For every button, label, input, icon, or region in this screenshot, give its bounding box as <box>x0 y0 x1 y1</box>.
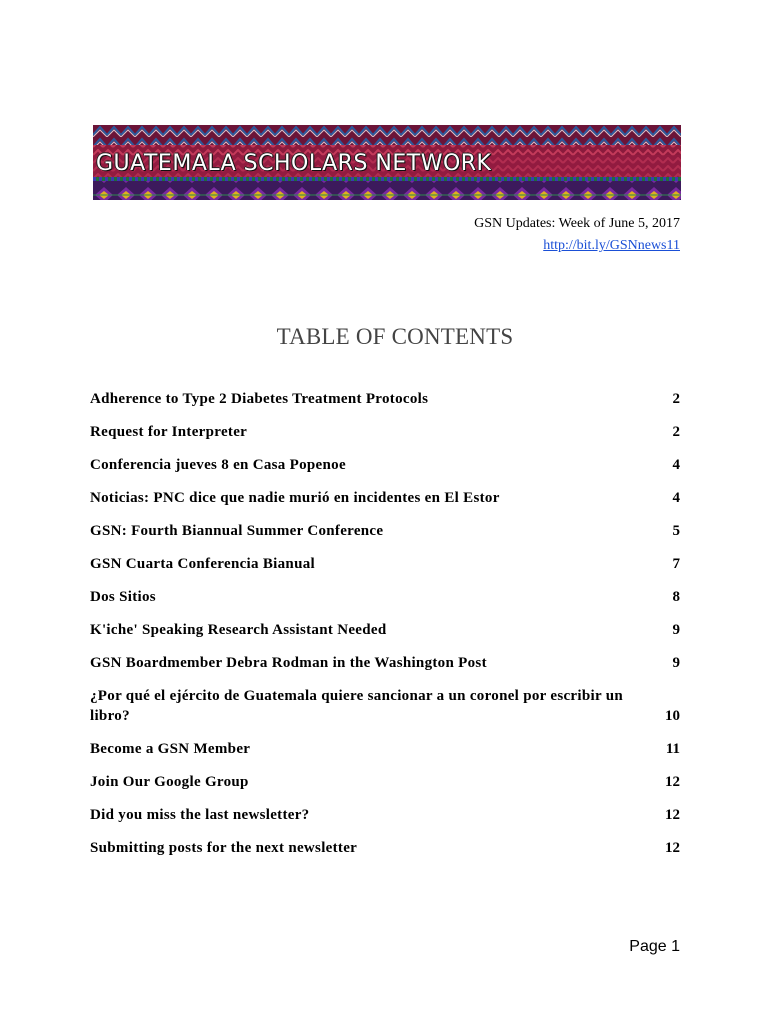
toc-entry-title[interactable]: Adherence to Type 2 Diabetes Treatment Protocols <box>90 391 429 407</box>
toc-entry-page[interactable]: 7 <box>672 556 680 572</box>
toc-entry-page[interactable]: 11 <box>665 741 680 757</box>
table-of-contents <box>90 389 680 871</box>
toc-entry[interactable] <box>90 739 680 759</box>
toc-entry[interactable] <box>90 686 680 726</box>
toc-entry-title[interactable]: Noticias: PNC dice que nadie murió en incidentes en El Estor <box>90 490 500 506</box>
page-number: Page 1 <box>629 938 680 955</box>
toc-entry-title[interactable]: K'iche' Speaking Research Assistant Needed <box>90 622 387 638</box>
banner-title: GUATEMALA SCHOLARS NETWORK <box>96 151 492 176</box>
header-banner <box>93 125 681 200</box>
toc-entry-page[interactable]: 12 <box>665 840 680 856</box>
toc-entry[interactable] <box>90 587 680 607</box>
toc-entry-page[interactable]: 2 <box>672 391 680 407</box>
toc-entry-title[interactable]: GSN Cuarta Conferencia Bianual <box>90 556 315 572</box>
toc-entry-title[interactable]: Become a GSN Member <box>90 741 251 757</box>
toc-entry-title[interactable]: Conferencia jueves 8 en Casa Popenoe <box>90 457 346 473</box>
toc-entry[interactable] <box>90 653 680 673</box>
toc-entry[interactable] <box>90 838 680 858</box>
toc-entry[interactable] <box>90 521 680 541</box>
toc-entry-title[interactable]: Did you miss the last newsletter? <box>90 807 310 823</box>
toc-entry-page[interactable]: 4 <box>672 457 680 473</box>
toc-entry-title[interactable]: Request for Interpreter <box>90 424 248 440</box>
toc-entry-title[interactable]: Submitting posts for the next newsletter <box>90 840 358 856</box>
toc-entry-page[interactable]: 10 <box>665 708 680 724</box>
toc-entry[interactable] <box>90 805 680 825</box>
toc-entry[interactable] <box>90 488 680 508</box>
newsletter-header <box>474 213 680 257</box>
toc-entry-title[interactable]: Join Our Google Group <box>90 774 249 790</box>
toc-entry[interactable] <box>90 620 680 640</box>
toc-entry-title[interactable]: GSN Boardmember Debra Rodman in the Washington Post <box>90 655 487 671</box>
toc-entry-title[interactable]: ¿Por qué el ejército de Guatemala quiere sancionar a un coronel por escribir un libro? <box>90 688 623 724</box>
toc-entry-page[interactable]: 8 <box>672 589 680 605</box>
toc-entry-page[interactable]: 9 <box>672 622 680 638</box>
toc-entry-page[interactable]: 12 <box>665 807 680 823</box>
toc-heading: TABLE OF CONTENTS <box>276 324 514 349</box>
toc-entry[interactable] <box>90 554 680 574</box>
toc-entry[interactable] <box>90 422 680 442</box>
updates-date-line: GSN Updates: Week of June 5, 2017 <box>474 216 680 231</box>
toc-entry[interactable] <box>90 389 680 409</box>
toc-entry[interactable] <box>90 772 680 792</box>
toc-entry-page[interactable]: 9 <box>672 655 680 671</box>
toc-entry[interactable] <box>90 455 680 475</box>
toc-entry-page[interactable]: 4 <box>672 490 680 506</box>
newsletter-link[interactable]: http://bit.ly/GSNnews11 <box>543 238 680 253</box>
toc-entry-page[interactable]: 12 <box>665 774 680 790</box>
toc-entry-page[interactable]: 5 <box>672 523 680 539</box>
toc-entry-page[interactable]: 2 <box>672 424 680 440</box>
toc-entry-title[interactable]: GSN: Fourth Biannual Summer Conference <box>90 523 384 539</box>
toc-entry-title[interactable]: Dos Sitios <box>90 589 156 605</box>
